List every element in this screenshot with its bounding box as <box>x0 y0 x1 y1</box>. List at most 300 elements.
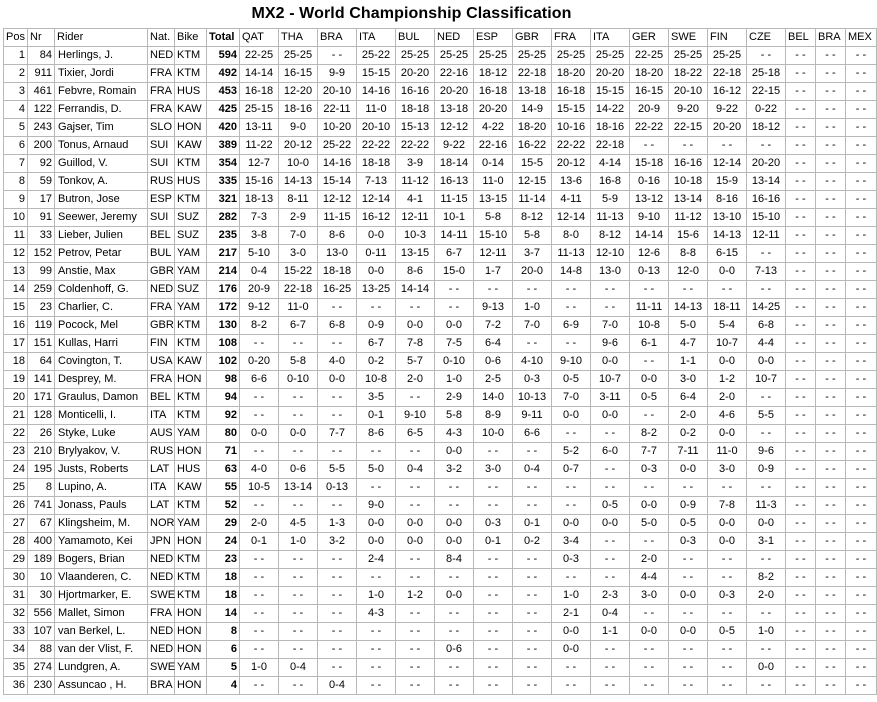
cell-score: 16-18 <box>240 83 279 101</box>
cell-score: - - <box>816 263 846 281</box>
cell-score: 5-0 <box>669 317 708 335</box>
cell-score: - - <box>396 479 435 497</box>
cell-score: 11-0 <box>474 173 513 191</box>
cell-rider: Febvre, Romain <box>55 83 148 101</box>
cell-nr: 23 <box>28 299 55 317</box>
table-row <box>4 479 877 497</box>
cell-total: 102 <box>207 353 240 371</box>
cell-score: 5-8 <box>435 407 474 425</box>
cell-score: 11-11 <box>630 299 669 317</box>
cell-score: 20-20 <box>747 155 786 173</box>
cell-rider: Yamamoto, Kei <box>55 533 148 551</box>
cell-score: - - <box>816 317 846 335</box>
cell-bike: KAW <box>175 137 207 155</box>
cell-score: 9-6 <box>747 443 786 461</box>
table-row <box>4 587 877 605</box>
cell-score: - - <box>318 641 357 659</box>
cell-score: 16-25 <box>318 281 357 299</box>
cell-score: 13-15 <box>396 245 435 263</box>
cell-score: - - <box>846 335 877 353</box>
cell-score: - - <box>816 605 846 623</box>
cell-nat: LAT <box>148 461 175 479</box>
cell-score: - - <box>846 353 877 371</box>
cell-score: - - <box>357 299 396 317</box>
cell-score: - - <box>396 551 435 569</box>
cell-rider: Jonass, Pauls <box>55 497 148 515</box>
cell-score: 1-7 <box>474 263 513 281</box>
cell-score: 14-16 <box>357 83 396 101</box>
cell-score: 4-7 <box>669 335 708 353</box>
cell-score: 10-13 <box>513 389 552 407</box>
cell-score: 11-14 <box>513 191 552 209</box>
cell-score: 1-0 <box>552 587 591 605</box>
cell-score: 8-11 <box>279 191 318 209</box>
cell-score: 0-10 <box>279 371 318 389</box>
header-race: BUL <box>396 29 435 47</box>
cell-score: - - <box>669 569 708 587</box>
cell-score: 0-6 <box>474 353 513 371</box>
cell-score: 0-0 <box>708 533 747 551</box>
cell-score: 7-0 <box>513 317 552 335</box>
cell-score: - - <box>846 371 877 389</box>
cell-score: - - <box>846 317 877 335</box>
cell-score: 22-22 <box>552 137 591 155</box>
cell-score: 0-0 <box>747 353 786 371</box>
cell-score: 0-9 <box>747 461 786 479</box>
cell-score: - - <box>318 497 357 515</box>
cell-score: - - <box>786 119 816 137</box>
cell-score: - - <box>786 371 816 389</box>
cell-score: 0-20 <box>240 353 279 371</box>
cell-score: - - <box>786 389 816 407</box>
cell-score: 18-14 <box>435 155 474 173</box>
cell-score: 1-1 <box>591 623 630 641</box>
cell-score: 11-12 <box>669 209 708 227</box>
table-row <box>4 533 877 551</box>
cell-total: 130 <box>207 317 240 335</box>
cell-nat: ITA <box>148 479 175 497</box>
cell-score: 8-6 <box>396 263 435 281</box>
cell-nr: 210 <box>28 443 55 461</box>
cell-score: - - <box>669 641 708 659</box>
cell-nr: 274 <box>28 659 55 677</box>
cell-score: 6-4 <box>474 335 513 353</box>
cell-score: 10-7 <box>591 371 630 389</box>
cell-score: - - <box>786 461 816 479</box>
cell-score: - - <box>786 425 816 443</box>
cell-score: 20-9 <box>240 281 279 299</box>
cell-score: 18-12 <box>474 65 513 83</box>
cell-score: - - <box>669 677 708 695</box>
cell-score: 15-14 <box>318 173 357 191</box>
cell-score: - - <box>474 479 513 497</box>
cell-score: - - <box>846 173 877 191</box>
cell-pos: 31 <box>4 587 28 605</box>
cell-score: - - <box>474 641 513 659</box>
table-row <box>4 461 877 479</box>
cell-score: - - <box>786 407 816 425</box>
cell-score: 25-25 <box>552 47 591 65</box>
cell-score: - - <box>816 227 846 245</box>
cell-nr: 91 <box>28 209 55 227</box>
header-race: ESP <box>474 29 513 47</box>
cell-score: 12-11 <box>747 227 786 245</box>
cell-score: 14-9 <box>513 101 552 119</box>
cell-score: 16-12 <box>708 83 747 101</box>
cell-score: 7-13 <box>747 263 786 281</box>
cell-score: - - <box>786 515 816 533</box>
cell-score: 6-9 <box>552 317 591 335</box>
cell-score: 20-9 <box>630 101 669 119</box>
cell-score: 11-15 <box>435 191 474 209</box>
cell-score: 0-9 <box>357 317 396 335</box>
cell-score: - - <box>591 659 630 677</box>
cell-nr: 152 <box>28 245 55 263</box>
cell-score: - - <box>240 551 279 569</box>
cell-score: 1-0 <box>240 659 279 677</box>
cell-nat: AUS <box>148 425 175 443</box>
cell-rider: Lupino, A. <box>55 479 148 497</box>
cell-rider: Graulus, Damon <box>55 389 148 407</box>
cell-score: 14-0 <box>474 389 513 407</box>
cell-score: 9-0 <box>279 119 318 137</box>
cell-nat: ITA <box>148 407 175 425</box>
cell-score: 11-12 <box>396 173 435 191</box>
cell-score: 6-7 <box>435 245 474 263</box>
cell-score: - - <box>669 137 708 155</box>
cell-score: - - <box>816 245 846 263</box>
cell-score: - - <box>630 479 669 497</box>
table-row <box>4 515 877 533</box>
cell-nr: 128 <box>28 407 55 425</box>
cell-score: 3-0 <box>279 245 318 263</box>
cell-score: 25-25 <box>435 47 474 65</box>
cell-score: - - <box>786 551 816 569</box>
cell-score: - - <box>357 443 396 461</box>
cell-rider: Lieber, Julien <box>55 227 148 245</box>
cell-score: - - <box>708 479 747 497</box>
cell-score: - - <box>816 425 846 443</box>
cell-score: 7-5 <box>435 335 474 353</box>
cell-score: - - <box>513 587 552 605</box>
cell-nr: 119 <box>28 317 55 335</box>
cell-score: - - <box>435 659 474 677</box>
cell-bike: HON <box>175 641 207 659</box>
cell-pos: 32 <box>4 605 28 623</box>
cell-score: 0-13 <box>630 263 669 281</box>
cell-score: - - <box>708 641 747 659</box>
cell-rider: Kullas, Harri <box>55 335 148 353</box>
cell-score: 13-10 <box>708 209 747 227</box>
cell-score: - - <box>279 623 318 641</box>
cell-bike: KTM <box>175 569 207 587</box>
cell-score: - - <box>846 263 877 281</box>
cell-total: 5 <box>207 659 240 677</box>
cell-score: 0-0 <box>630 497 669 515</box>
cell-score: 9-13 <box>474 299 513 317</box>
cell-score: - - <box>279 443 318 461</box>
cell-score: 0-16 <box>630 173 669 191</box>
cell-nat: RUS <box>148 443 175 461</box>
cell-score: - - <box>816 479 846 497</box>
cell-score: 0-0 <box>708 263 747 281</box>
cell-score: - - <box>318 389 357 407</box>
cell-score: - - <box>474 569 513 587</box>
cell-score: 14-14 <box>630 227 669 245</box>
header-race: BRA <box>318 29 357 47</box>
cell-score: 12-12 <box>435 119 474 137</box>
cell-score: - - <box>630 137 669 155</box>
cell-score: - - <box>786 299 816 317</box>
cell-score: - - <box>816 281 846 299</box>
cell-score: - - <box>240 497 279 515</box>
cell-nat: NED <box>148 281 175 299</box>
cell-score: - - <box>240 587 279 605</box>
cell-nr: 556 <box>28 605 55 623</box>
cell-score: 0-13 <box>318 479 357 497</box>
cell-score: 20-20 <box>474 101 513 119</box>
cell-score: 7-3 <box>240 209 279 227</box>
table-row <box>4 497 877 515</box>
cell-total: 389 <box>207 137 240 155</box>
cell-rider: Tonkov, A. <box>55 173 148 191</box>
cell-pos: 15 <box>4 299 28 317</box>
cell-score: 2-0 <box>669 407 708 425</box>
cell-score: 5-4 <box>708 317 747 335</box>
cell-score: - - <box>318 335 357 353</box>
cell-score: 6-15 <box>708 245 747 263</box>
cell-score: - - <box>816 173 846 191</box>
cell-score: 4-4 <box>630 569 669 587</box>
cell-nat: SWE <box>148 587 175 605</box>
cell-score: 12-11 <box>396 209 435 227</box>
cell-pos: 1 <box>4 47 28 65</box>
cell-score: 11-22 <box>240 137 279 155</box>
cell-bike: YAM <box>175 299 207 317</box>
cell-score: 11-13 <box>591 209 630 227</box>
cell-score: 22-18 <box>708 65 747 83</box>
cell-nr: 26 <box>28 425 55 443</box>
cell-pos: 27 <box>4 515 28 533</box>
cell-pos: 22 <box>4 425 28 443</box>
cell-score: - - <box>816 209 846 227</box>
cell-score: - - <box>318 569 357 587</box>
cell-score: 18-12 <box>747 119 786 137</box>
cell-score: - - <box>747 551 786 569</box>
cell-bike: KTM <box>175 335 207 353</box>
header-race: FIN <box>708 29 747 47</box>
cell-score: - - <box>240 389 279 407</box>
cell-rider: Vlaanderen, C. <box>55 569 148 587</box>
cell-score: 16-16 <box>747 191 786 209</box>
cell-score: 0-0 <box>435 443 474 461</box>
cell-score: 5-10 <box>240 245 279 263</box>
table-row <box>4 155 877 173</box>
cell-score: 0-3 <box>708 587 747 605</box>
cell-score: 10-7 <box>708 335 747 353</box>
cell-total: 92 <box>207 407 240 425</box>
cell-score: - - <box>846 47 877 65</box>
cell-total: 453 <box>207 83 240 101</box>
cell-score: - - <box>435 479 474 497</box>
cell-score: - - <box>846 155 877 173</box>
cell-score: 20-20 <box>708 119 747 137</box>
cell-score: 10-0 <box>279 155 318 173</box>
header-race: BEL <box>786 29 816 47</box>
cell-score: 6-8 <box>747 317 786 335</box>
cell-pos: 36 <box>4 677 28 695</box>
cell-score: 18-22 <box>669 65 708 83</box>
header-race: ITA <box>591 29 630 47</box>
table-row <box>4 227 877 245</box>
cell-score: - - <box>279 641 318 659</box>
cell-nr: 64 <box>28 353 55 371</box>
cell-score: 25-25 <box>396 47 435 65</box>
cell-score: 14-8 <box>552 263 591 281</box>
cell-pos: 9 <box>4 191 28 209</box>
cell-score: 0-4 <box>279 659 318 677</box>
cell-score: 9-9 <box>318 65 357 83</box>
cell-score: 5-5 <box>747 407 786 425</box>
header-race: SWE <box>669 29 708 47</box>
cell-pos: 28 <box>4 533 28 551</box>
cell-score: 0-0 <box>591 353 630 371</box>
cell-score: 3-0 <box>708 461 747 479</box>
cell-score: 12-11 <box>474 245 513 263</box>
cell-score: - - <box>786 47 816 65</box>
cell-rider: Anstie, Max <box>55 263 148 281</box>
cell-score: 22-22 <box>630 119 669 137</box>
cell-score: - - <box>318 605 357 623</box>
cell-score: 14-16 <box>318 155 357 173</box>
cell-score: - - <box>630 641 669 659</box>
cell-nr: 59 <box>28 173 55 191</box>
table-row <box>4 677 877 695</box>
cell-score: 11-3 <box>747 497 786 515</box>
cell-pos: 10 <box>4 209 28 227</box>
cell-score: 5-8 <box>474 209 513 227</box>
cell-score: - - <box>591 425 630 443</box>
cell-total: 354 <box>207 155 240 173</box>
cell-score: 8-12 <box>591 227 630 245</box>
cell-score: - - <box>240 677 279 695</box>
cell-total: 321 <box>207 191 240 209</box>
cell-score: - - <box>786 245 816 263</box>
cell-score: - - <box>846 443 877 461</box>
cell-rider: Justs, Roberts <box>55 461 148 479</box>
cell-score: 7-11 <box>669 443 708 461</box>
cell-score: - - <box>513 479 552 497</box>
cell-score: 11-13 <box>552 245 591 263</box>
cell-score: 25-15 <box>240 101 279 119</box>
cell-score: - - <box>816 299 846 317</box>
cell-score: - - <box>318 47 357 65</box>
cell-score: - - <box>240 335 279 353</box>
cell-rider: Gajser, Tim <box>55 119 148 137</box>
cell-nat: SLO <box>148 119 175 137</box>
cell-nat: GBR <box>148 317 175 335</box>
cell-score: - - <box>846 209 877 227</box>
header-pos: Pos <box>4 29 28 47</box>
cell-nr: 141 <box>28 371 55 389</box>
cell-score: 3-9 <box>396 155 435 173</box>
cell-score: - - <box>591 641 630 659</box>
page-title: MX2 - World Championship Classification <box>251 5 572 22</box>
cell-score: 8-16 <box>708 191 747 209</box>
cell-score: - - <box>591 551 630 569</box>
cell-score: 16-16 <box>669 155 708 173</box>
cell-score: - - <box>630 407 669 425</box>
cell-nat: NED <box>148 47 175 65</box>
cell-score: - - <box>513 659 552 677</box>
cell-score: - - <box>786 317 816 335</box>
cell-score: - - <box>846 281 877 299</box>
cell-score: 14-14 <box>240 65 279 83</box>
cell-score: 13-15 <box>474 191 513 209</box>
cell-score: 0-0 <box>435 317 474 335</box>
cell-score: - - <box>816 191 846 209</box>
cell-pos: 29 <box>4 551 28 569</box>
cell-nr: 189 <box>28 551 55 569</box>
cell-score: 9-0 <box>357 497 396 515</box>
cell-score: 25-25 <box>513 47 552 65</box>
cell-score: 2-0 <box>240 515 279 533</box>
cell-score: 1-0 <box>357 587 396 605</box>
cell-score: - - <box>435 569 474 587</box>
cell-score: 0-2 <box>669 425 708 443</box>
cell-score: - - <box>846 461 877 479</box>
cell-score: 22-25 <box>240 47 279 65</box>
cell-score: 0-0 <box>552 407 591 425</box>
cell-bike: KTM <box>175 389 207 407</box>
cell-score: 0-5 <box>630 389 669 407</box>
cell-score: 3-0 <box>474 461 513 479</box>
cell-score: 0-5 <box>669 515 708 533</box>
cell-score: 8-8 <box>669 245 708 263</box>
cell-score: 2-1 <box>552 605 591 623</box>
table-row <box>4 389 877 407</box>
cell-score: 3-4 <box>552 533 591 551</box>
cell-score: - - <box>396 605 435 623</box>
cell-rider: Brylyakov, V. <box>55 443 148 461</box>
cell-score: - - <box>318 659 357 677</box>
cell-bike: HON <box>175 533 207 551</box>
table-row <box>4 641 877 659</box>
cell-score: 25-25 <box>591 47 630 65</box>
cell-score: - - <box>513 641 552 659</box>
cell-score: 13-25 <box>357 281 396 299</box>
cell-score: 16-15 <box>630 83 669 101</box>
cell-bike: HON <box>175 605 207 623</box>
cell-score: - - <box>816 533 846 551</box>
cell-score: 8-6 <box>357 425 396 443</box>
cell-pos: 3 <box>4 83 28 101</box>
header-race: NED <box>435 29 474 47</box>
cell-score: - - <box>435 605 474 623</box>
cell-nr: 17 <box>28 191 55 209</box>
cell-score: - - <box>786 263 816 281</box>
cell-score: - - <box>513 497 552 515</box>
cell-score: - - <box>846 587 877 605</box>
cell-nr: 92 <box>28 155 55 173</box>
cell-score: - - <box>435 623 474 641</box>
cell-score: 13-6 <box>552 173 591 191</box>
cell-nat: BEL <box>148 389 175 407</box>
cell-score: 3-1 <box>747 533 786 551</box>
cell-score: - - <box>591 299 630 317</box>
cell-score: - - <box>552 479 591 497</box>
cell-score: 0-2 <box>357 353 396 371</box>
